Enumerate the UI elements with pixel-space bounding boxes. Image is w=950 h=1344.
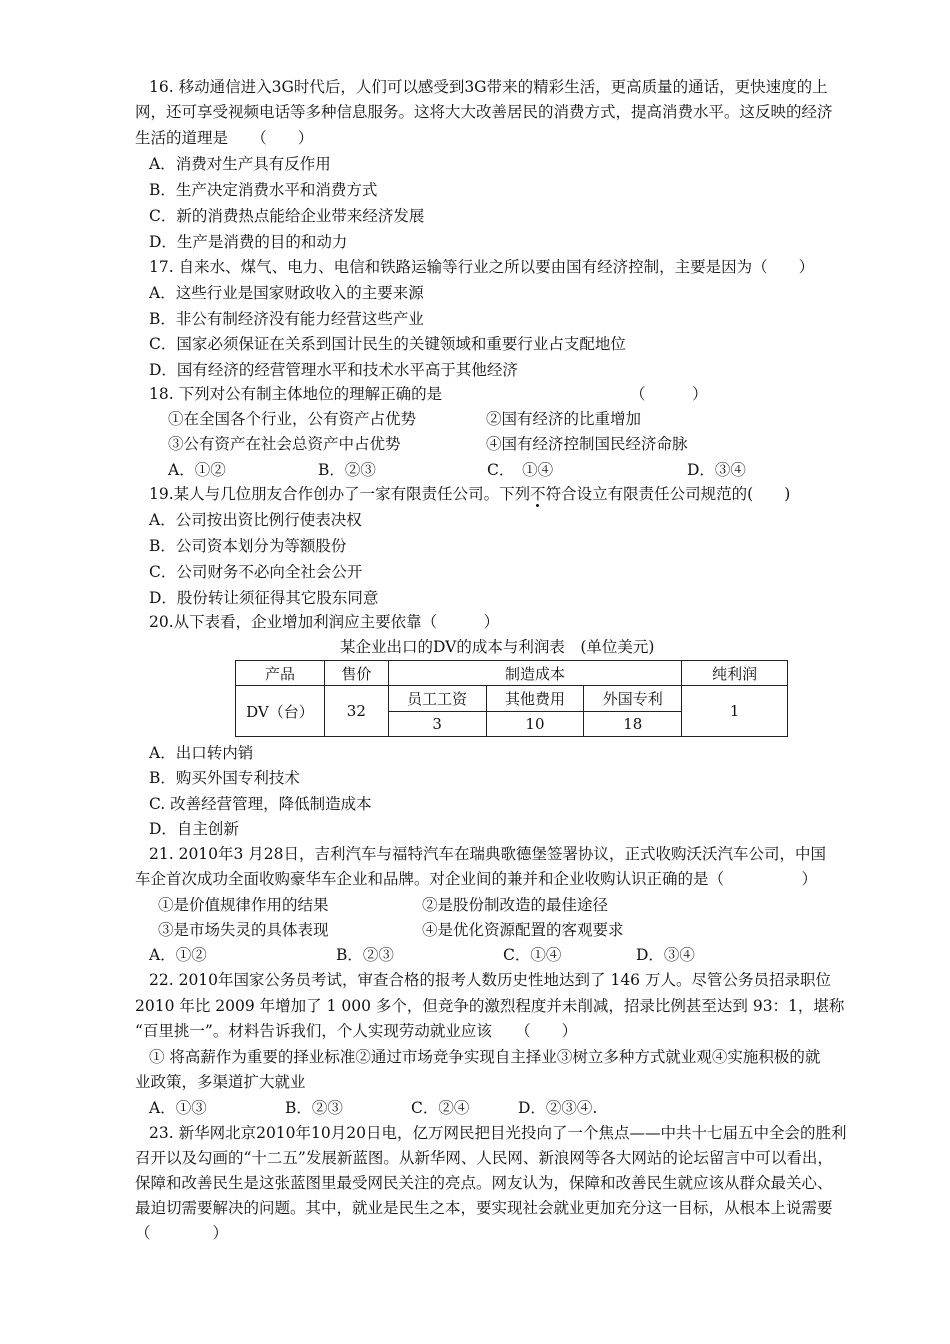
- q18-item-4: ④国有经济控制国民经济命脉: [486, 435, 688, 453]
- q21-stem-line1: 21. 2010年3 月28日，吉利汽车与福特汽车在瑞典歌德堡签署协议，正式收购沃沃汽车公司，中国: [149, 845, 827, 863]
- header-product: 产品: [236, 661, 325, 686]
- header-wage: 员工工资: [388, 686, 486, 712]
- header-other-cost: 其他费用: [486, 686, 584, 712]
- q19-stem: [149, 483, 790, 505]
- cell-foreign-patent: 18: [584, 711, 682, 737]
- q19-option-a: A．公司按出资比例行使表决权: [149, 511, 362, 529]
- q22-option-c: C．②④: [411, 1099, 470, 1117]
- header-net-profit: 纯利润: [682, 661, 788, 686]
- q16-option-b: B．生产决定消费水平和消费方式: [149, 181, 378, 199]
- q21-stem-line2: 车企首次成功全面收购豪华车企业和品牌。对企业间的兼并和企业收购认识正确的是（ ）: [135, 870, 818, 888]
- q21-option-b: B．②③: [336, 946, 394, 964]
- q21-option-d: D．③④: [636, 946, 695, 964]
- q23-stem-line2: 召开以及勾画的“十二五”发展新蓝图。从新华网、人民网、新浪网等各大网站的论坛留言中可以看出，: [135, 1149, 833, 1167]
- q22-stem-line1: 22. 2010年国家公务员考试，审查合格的报考人数历史性地达到了 146 万人。尽管公务员招录职位: [149, 971, 831, 989]
- q17-option-a: A．这些行业是国家财政收入的主要来源: [149, 284, 424, 302]
- q20-option-b: B．购买外国专利技术: [149, 769, 300, 787]
- q23-stem-line4: 最迫切需要解决的问题。其中，就业是民生之本，要实现社会就业更加充分这一目标，从根本上说需要: [135, 1199, 833, 1217]
- q18-option-b: B．②③: [318, 461, 376, 479]
- q18-item-3: ③公有资产在社会总资产中占优势: [168, 435, 401, 453]
- q19-option-d: D．股份转让须征得其它股东同意: [149, 589, 379, 607]
- q23-answer-paren: （ ）: [135, 1224, 229, 1242]
- q18-item-2: ②国有经济的比重增加: [486, 410, 642, 428]
- cell-profit: 1: [682, 686, 788, 737]
- q23-stem-line1: 23. 新华网北京2010年10月20日电，亿万网民把目光投向了一个焦点——中共十七届五中全会的胜利: [149, 1124, 847, 1142]
- q16-stem-line3: 生活的道理是 （ ）: [135, 129, 314, 147]
- q21-option-a: A．①②: [149, 946, 207, 964]
- q21-item-3: ③是市场失灵的具体表现: [158, 921, 329, 939]
- q18-option-a: A．①②: [168, 461, 226, 479]
- q19-emphasis-char: 不: [530, 485, 546, 503]
- q22-stem-line2: 2010 年比 2009 年增加了 1 000 多个，但竞争的激烈程度并未削减，招录比例甚至达到 93：1，堪称: [135, 997, 845, 1015]
- q21-option-c: C．①④: [503, 946, 562, 964]
- cost-profit-table: [235, 660, 788, 737]
- header-price: 售价: [324, 661, 388, 686]
- header-foreign-patent: 外国专利: [584, 686, 682, 712]
- q21-item-2: ②是股份制改造的最佳途径: [422, 896, 609, 914]
- header-manufacturing-cost: 制造成本: [388, 661, 681, 686]
- q22-option-d: D．②③④.: [518, 1099, 598, 1117]
- q20-table-caption: 某企业出口的DV的成本与利润表 (单位美元): [340, 638, 655, 656]
- q17-option-c: C．国家必须保证在关系到国计民生的关键领域和重要行业占支配地位: [149, 335, 626, 353]
- q20-option-c: C. 改善经营管理，降低制造成本: [149, 795, 372, 813]
- q17-option-b: B．非公有制经济没有能力经营这些产业: [149, 310, 424, 328]
- q22-option-b: B．②③: [285, 1099, 343, 1117]
- q17-stem: 17. 自来水、煤气、电力、电信和铁路运输等行业之所以要由国有经济控制，主要是因为（ ）: [149, 258, 815, 276]
- q22-items-line1: ① 将高薪作为重要的择业标准②通过市场竞争实现自主择业③树立多种方式就业观④实施积极的就: [149, 1048, 821, 1066]
- q19-stem-part2: 符合设立有限责任公司规范的( ): [545, 485, 791, 503]
- q20-option-a: A．出口转内销: [149, 744, 254, 762]
- q16-stem-line1: 16. 移动通信进入3G时代后，人们可以感受到3G带来的精彩生活，更高质量的通话，更快速度的上: [149, 78, 828, 96]
- q16-option-a: A．消费对生产具有反作用: [149, 155, 331, 173]
- cell-wage: 3: [388, 711, 486, 737]
- q19-stem-part1: 19.某人与几位朋友合作创办了一家有限责任公司。下列: [149, 485, 531, 503]
- q22-option-a: A．①③: [149, 1099, 207, 1117]
- q18-item-1: ①在全国各个行业，公有资产占优势: [168, 410, 417, 428]
- q22-items-line2: 业政策，多渠道扩大就业: [135, 1073, 306, 1091]
- q20-option-d: D．自主创新: [149, 820, 239, 838]
- q19-option-c: C．公司财务不必向全社会公开: [149, 563, 363, 581]
- q22-stem-line3: “百里挑一”。材料告诉我们，个人实现劳动就业应该 （ ）: [135, 1022, 578, 1040]
- q17-option-d: D．国有经济的经营管理水平和技术水平高于其他经济: [149, 361, 518, 379]
- q16-stem-line2: 网，还可享受视频电话等多种信息服务。这将大大改善居民的消费方式，提高消费水平。这反映的经济: [135, 103, 833, 121]
- q20-stem: 20.从下表看，企业增加利润应主要依靠（ ）: [149, 613, 500, 631]
- cell-price: 32: [324, 686, 388, 737]
- q16-option-c: C．新的消费热点能给企业带来经济发展: [149, 207, 425, 225]
- q21-item-4: ④是优化资源配置的客观要求: [422, 921, 624, 939]
- q19-option-b: B．公司资本划分为等额股份: [149, 537, 347, 555]
- q23-stem-line3: 保障和改善民生是这张蓝图里最受网民关注的亮点。网友认为，保障和改善民生就应该从群众最关心、: [135, 1174, 833, 1192]
- q16-option-d: D．生产是消费的目的和动力: [149, 233, 348, 251]
- cell-other-cost: 10: [486, 711, 584, 737]
- q18-option-d: D．③④: [687, 461, 746, 479]
- cell-product: DV（台）: [236, 686, 325, 737]
- q18-stem: 18. 下列对公有制主体地位的理解正确的是: [149, 385, 443, 403]
- q18-answer-paren: （ ）: [630, 385, 708, 403]
- q21-item-1: ①是价值规律作用的结果: [158, 896, 329, 914]
- q18-option-c: C． ①④: [487, 461, 554, 479]
